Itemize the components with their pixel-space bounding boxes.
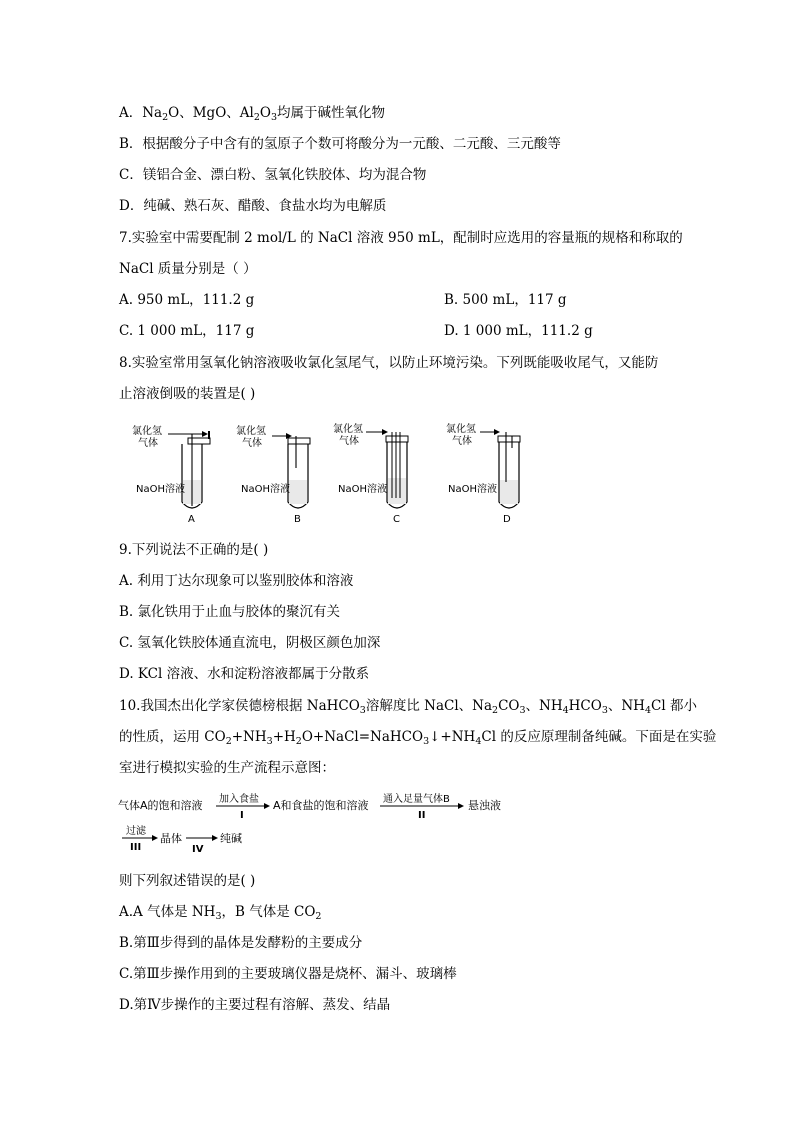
q10-question: 则下列叙述错误的是( ) [119, 873, 256, 889]
q10-option-c: C.第Ⅲ步操作用到的主要玻璃仪器是烧杯、漏斗、玻璃棒 [119, 966, 457, 982]
q7-stem-line2: NaCl 质量分别是（ ） [119, 261, 257, 277]
apparatus-c [333, 422, 408, 525]
flow-step2-bottom: II [418, 810, 426, 821]
solution-label-a: NaOH溶液 [136, 484, 185, 495]
gas-label-a-2: 气体 [138, 438, 158, 449]
label-d: D [503, 514, 511, 525]
gas-label-a-1: 氯化氢 [132, 426, 162, 437]
label-b: B [294, 514, 301, 525]
q9-option-d: D. KCl 溶液、水和淀粉溶液都属于分散系 [119, 666, 370, 682]
flow-crystal: 晶体 [160, 832, 182, 845]
q6-option-b: B．根据酸分子中含有的氢原子个数可将酸分为一元酸、二元酸、三元酸等 [119, 136, 561, 152]
q8-stem-line1: 8.实验室常用氢氧化钠溶液吸收氯化氢尾气，以防止环境污染。下列既能吸收尾气，又能防 [119, 355, 659, 371]
gas-label-d-2: 气体 [452, 436, 472, 447]
production-flow-diagram [116, 792, 516, 858]
flow-step3-bottom: III [130, 842, 142, 853]
flow-step3-top: 过滤 [126, 826, 146, 837]
label-a: A [188, 514, 195, 525]
q10-stem-line1: 10.我国杰出化学家侯德榜根据 NaHCO$_3$溶解度比 NaCl、$Na_2CO_3$、$NH_4HCO_3$、$NH_4Cl$ 都小 [119, 698, 697, 716]
q9-option-b: B. 氯化铁用于止血与胶体的聚沉有关 [119, 604, 341, 620]
apparatus-a [132, 424, 210, 525]
q7-stem-line1: 7.实验室中需要配制 2 mol/L 的 NaCl 溶液 950 mL，配制时应选用的容量瓶的规格和称取的 [119, 230, 683, 246]
apparatus-b [236, 424, 310, 525]
label-c: C [393, 514, 400, 525]
q9-stem: 9.下列说法不正确的是( ) [119, 542, 269, 558]
gas-label-b-1: 氯化氢 [236, 426, 266, 437]
gas-label-c-1: 氯化氢 [333, 424, 363, 435]
flow-product: 纯碱 [220, 832, 242, 845]
q7-option-b: B. 500 mL，117 g [444, 292, 567, 308]
flow-mid: A和食盐的饱和溶液 [273, 799, 369, 812]
q7-option-a: A. 950 mL，111.2 g [119, 292, 255, 308]
gas-label-b-2: 气体 [242, 438, 262, 449]
q10-stem-line2: 的性质，运用 $CO_2+NH_3+H_2O+NaCl=NaHCO_3↓+NH_4Cl$ 的反应原理制备纯碱。下面是在实验 [119, 729, 717, 747]
flow-step2-top: 通入足量气体B [383, 794, 450, 805]
q8-stem-line2: 止溶液倒吸的装置是( ) [119, 386, 256, 402]
q9-option-c: C. 氢氧化铁胶体通直流电，阴极区颜色加深 [119, 635, 381, 651]
apparatus-d [446, 422, 520, 525]
q6-option-d: D．纯碱、熟石灰、醋酸、食盐水均为电解质 [119, 198, 387, 214]
flow-start: 气体A的饱和溶液 [118, 799, 203, 812]
solution-label-d: NaOH溶液 [448, 484, 497, 495]
flow-end: 悬浊液 [468, 799, 501, 812]
absorption-apparatus-figure [130, 418, 550, 528]
q7-option-d: D. 1 000 mL，111.2 g [444, 323, 593, 339]
flow-step1-top: 加入食盐 [219, 794, 259, 805]
q10-option-b: B.第Ⅲ步得到的晶体是发酵粉的主要成分 [119, 935, 363, 951]
q10-option-a: A.A 气体是 $NH_3$，B 气体是 $CO_2$ [119, 904, 322, 922]
flow-step4-bottom: IV [192, 844, 204, 855]
q6-option-c: C．镁铝合金、漂白粉、氢氧化铁胶体、均为混合物 [119, 167, 427, 183]
gas-label-d-1: 氯化氢 [446, 424, 476, 435]
gas-label-c-2: 气体 [339, 436, 359, 447]
solution-label-c: NaOH溶液 [338, 484, 387, 495]
q10-option-d: D.第Ⅳ步操作的主要过程有溶解、蒸发、结晶 [119, 997, 391, 1013]
q10-stem-line3: 室进行模拟实验的生产流程示意图： [119, 760, 335, 776]
q7-option-c: C. 1 000 mL，117 g [119, 323, 255, 339]
q9-option-a: A. 利用丁达尔现象可以鉴别胶体和溶液 [119, 573, 354, 589]
q6-option-a: A．$Na_2O$、MgO、$Al_2O_3$均属于碱性氧化物 [119, 105, 386, 123]
flow-step1-bottom: I [240, 810, 244, 821]
solution-label-b: NaOH溶液 [241, 484, 290, 495]
